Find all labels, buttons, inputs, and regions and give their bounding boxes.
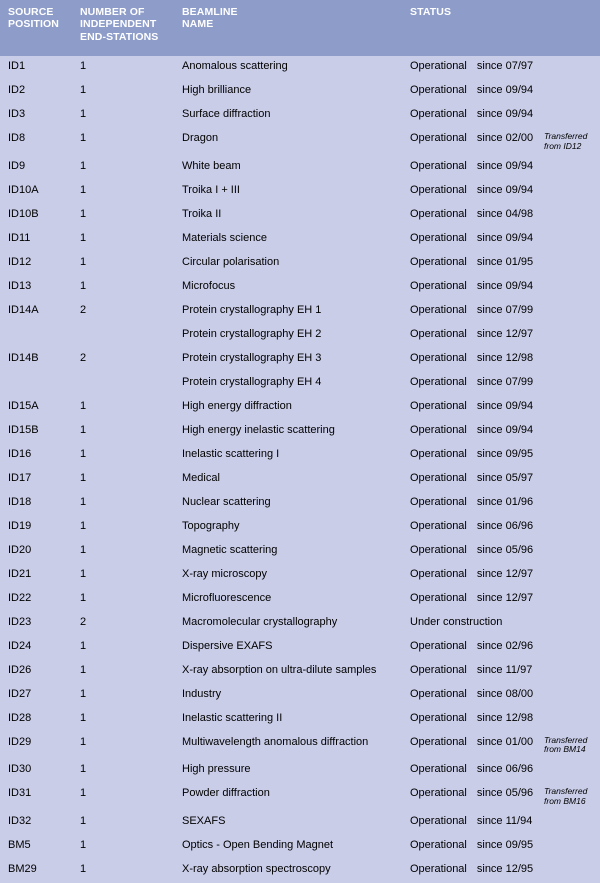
status-label: Operational xyxy=(410,814,467,827)
cell-transfer-note xyxy=(542,732,600,760)
cell-source-position: ID26 xyxy=(0,660,72,684)
column-header-status-label: STATUS xyxy=(410,6,452,18)
cell-beamline-name: High pressure xyxy=(174,759,402,783)
status-since-date: since 05/97 xyxy=(476,471,534,484)
column-header-source-line1: SOURCE xyxy=(8,6,54,18)
status-since-date: since 09/94 xyxy=(476,279,534,292)
cell-beamline-name: Nuclear scattering xyxy=(174,492,402,516)
cell-transfer-note xyxy=(542,859,600,883)
status-since-date: since 09/95 xyxy=(476,447,534,460)
table-body xyxy=(0,56,600,883)
cell-end-stations: 1 xyxy=(72,156,174,180)
status-since-date: since 06/96 xyxy=(476,519,534,532)
cell-transfer-note xyxy=(542,684,600,708)
cell-status xyxy=(402,252,542,276)
cell-end-stations: 1 xyxy=(72,396,174,420)
column-header-source-position xyxy=(0,0,72,56)
cell-transfer-note xyxy=(542,104,600,128)
status-label: Operational xyxy=(410,399,467,412)
cell-end-stations: 1 xyxy=(72,468,174,492)
cell-transfer-note xyxy=(542,588,600,612)
cell-beamline-name: Medical xyxy=(174,468,402,492)
cell-status xyxy=(402,204,542,228)
status-label: Operational xyxy=(410,591,467,604)
cell-beamline-name: Multiwavelength anomalous diffraction xyxy=(174,732,402,760)
table-row xyxy=(0,396,600,420)
cell-status xyxy=(402,80,542,104)
status-since-date: since 12/97 xyxy=(476,567,534,580)
cell-status xyxy=(402,835,542,859)
table-row xyxy=(0,859,600,883)
cell-transfer-note xyxy=(542,348,600,372)
cell-end-stations: 1 xyxy=(72,492,174,516)
cell-transfer-note xyxy=(542,783,600,811)
cell-source-position: ID12 xyxy=(0,252,72,276)
cell-source-position xyxy=(0,324,72,348)
cell-transfer-note xyxy=(542,660,600,684)
status-since-date: since 01/95 xyxy=(476,255,534,268)
table-row xyxy=(0,372,600,396)
status-since-date: since 09/95 xyxy=(476,838,534,851)
cell-end-stations: 1 xyxy=(72,104,174,128)
note-line-1: Transferred xyxy=(544,734,588,745)
cell-end-stations: 1 xyxy=(72,228,174,252)
cell-end-stations: 1 xyxy=(72,783,174,811)
table-row xyxy=(0,783,600,811)
cell-source-position: ID17 xyxy=(0,468,72,492)
cell-source-position: ID13 xyxy=(0,276,72,300)
status-label: Operational xyxy=(410,639,467,652)
cell-beamline-name: Anomalous scattering xyxy=(174,56,402,80)
status-label: Operational xyxy=(410,711,467,724)
cell-transfer-note xyxy=(542,492,600,516)
cell-end-stations: 1 xyxy=(72,252,174,276)
cell-beamline-name: Microfluorescence xyxy=(174,588,402,612)
status-since-date: since 12/97 xyxy=(476,591,534,604)
table-row xyxy=(0,276,600,300)
status-label: Operational xyxy=(410,447,467,460)
cell-beamline-name: Circular polarisation xyxy=(174,252,402,276)
status-label: Operational xyxy=(410,519,467,532)
column-header-note xyxy=(542,0,600,56)
status-label: Operational xyxy=(410,543,467,556)
cell-source-position: ID23 xyxy=(0,612,72,636)
cell-source-position: ID3 xyxy=(0,104,72,128)
cell-beamline-name: Magnetic scattering xyxy=(174,540,402,564)
status-since-date: since 12/98 xyxy=(476,351,534,364)
table-row xyxy=(0,540,600,564)
cell-transfer-note xyxy=(542,420,600,444)
cell-transfer-note xyxy=(542,540,600,564)
cell-end-stations: 1 xyxy=(72,128,174,156)
cell-status xyxy=(402,612,542,636)
cell-beamline-name: Protein crystallography EH 4 xyxy=(174,372,402,396)
cell-transfer-note xyxy=(542,612,600,636)
status-label: Operational xyxy=(410,495,467,508)
cell-status xyxy=(402,564,542,588)
status-label: Operational xyxy=(410,327,467,340)
status-since-date: since 01/00 xyxy=(476,735,534,748)
cell-beamline-name: Dispersive EXAFS xyxy=(174,636,402,660)
table-row xyxy=(0,660,600,684)
cell-transfer-note xyxy=(542,228,600,252)
status-since-date: since 07/99 xyxy=(476,375,534,388)
status-since-date: since 01/96 xyxy=(476,495,534,508)
cell-status xyxy=(402,660,542,684)
cell-transfer-note xyxy=(542,636,600,660)
cell-end-stations: 1 xyxy=(72,540,174,564)
cell-source-position: BM5 xyxy=(0,835,72,859)
cell-beamline-name: Materials science xyxy=(174,228,402,252)
note-line-2: from BM14 xyxy=(544,744,586,755)
cell-transfer-note xyxy=(542,128,600,156)
cell-source-position: ID14A xyxy=(0,300,72,324)
status-label: Under construction xyxy=(410,615,503,628)
cell-end-stations: 1 xyxy=(72,684,174,708)
status-label: Operational xyxy=(410,375,467,388)
cell-end-stations: 1 xyxy=(72,420,174,444)
cell-status xyxy=(402,324,542,348)
cell-source-position: ID20 xyxy=(0,540,72,564)
cell-status xyxy=(402,636,542,660)
cell-status xyxy=(402,372,542,396)
status-label: Operational xyxy=(410,255,467,268)
cell-status xyxy=(402,708,542,732)
cell-beamline-name: High energy inelastic scattering xyxy=(174,420,402,444)
cell-beamline-name: White beam xyxy=(174,156,402,180)
table-header xyxy=(0,0,600,56)
cell-status xyxy=(402,468,542,492)
table-row xyxy=(0,324,600,348)
column-header-stations-line3: END-STATIONS xyxy=(80,30,159,43)
note-line-2: from ID12 xyxy=(544,140,582,151)
status-label: Operational xyxy=(410,787,467,800)
status-label: Operational xyxy=(410,132,467,144)
status-label: Operational xyxy=(410,862,467,875)
cell-beamline-name: Troika I + III xyxy=(174,180,402,204)
cell-status xyxy=(402,228,542,252)
status-label: Operational xyxy=(410,84,467,96)
cell-source-position: ID11 xyxy=(0,228,72,252)
table-row xyxy=(0,468,600,492)
cell-transfer-note xyxy=(542,759,600,783)
cell-status xyxy=(402,684,542,708)
cell-source-position: ID27 xyxy=(0,684,72,708)
cell-beamline-name: High brilliance xyxy=(174,80,402,104)
table-row xyxy=(0,128,600,156)
cell-transfer-note xyxy=(542,372,600,396)
cell-beamline-name: Microfocus xyxy=(174,276,402,300)
cell-end-stations: 1 xyxy=(72,516,174,540)
cell-end-stations: 1 xyxy=(72,660,174,684)
cell-transfer-note xyxy=(542,56,600,80)
status-label: Operational xyxy=(410,183,467,196)
cell-end-stations xyxy=(72,372,174,396)
cell-end-stations: 2 xyxy=(72,348,174,372)
table-row xyxy=(0,56,600,80)
cell-source-position: ID32 xyxy=(0,811,72,835)
table-row xyxy=(0,636,600,660)
status-label: Operational xyxy=(410,303,467,316)
table-row xyxy=(0,492,600,516)
cell-status xyxy=(402,492,542,516)
cell-end-stations: 1 xyxy=(72,759,174,783)
column-header-stations-line1: NUMBER OF xyxy=(80,6,145,18)
column-header-name-line1: BEAMLINE xyxy=(182,6,238,18)
cell-end-stations: 1 xyxy=(72,180,174,204)
cell-transfer-note xyxy=(542,252,600,276)
table-row xyxy=(0,300,600,324)
status-since-date: since 09/94 xyxy=(476,423,534,436)
cell-transfer-note xyxy=(542,204,600,228)
cell-end-stations: 1 xyxy=(72,56,174,80)
status-since-date: since 09/94 xyxy=(476,399,534,412)
cell-end-stations: 2 xyxy=(72,612,174,636)
cell-source-position: ID2 xyxy=(0,80,72,104)
column-header-source-line2: POSITION xyxy=(8,18,59,31)
cell-status xyxy=(402,396,542,420)
table-row xyxy=(0,732,600,760)
table-row xyxy=(0,156,600,180)
cell-transfer-note xyxy=(542,708,600,732)
cell-beamline-name: X-ray microscopy xyxy=(174,564,402,588)
cell-source-position: ID21 xyxy=(0,564,72,588)
status-since-date: since 12/95 xyxy=(476,862,534,875)
status-since-date: since 09/94 xyxy=(476,108,534,120)
cell-end-stations: 1 xyxy=(72,811,174,835)
cell-transfer-note xyxy=(542,324,600,348)
status-since-date: since 12/97 xyxy=(476,327,534,340)
cell-status xyxy=(402,811,542,835)
cell-beamline-name: Dragon xyxy=(174,128,402,156)
column-header-stations-line2: INDEPENDENT xyxy=(80,18,157,31)
status-label: Operational xyxy=(410,351,467,364)
table-row xyxy=(0,204,600,228)
cell-end-stations: 1 xyxy=(72,444,174,468)
cell-source-position: ID30 xyxy=(0,759,72,783)
status-label: Operational xyxy=(410,687,467,700)
cell-end-stations: 1 xyxy=(72,588,174,612)
cell-transfer-note xyxy=(542,811,600,835)
cell-source-position: ID9 xyxy=(0,156,72,180)
table-row xyxy=(0,516,600,540)
table-row xyxy=(0,180,600,204)
cell-source-position: ID8 xyxy=(0,128,72,156)
cell-end-stations: 1 xyxy=(72,80,174,104)
cell-status xyxy=(402,540,542,564)
cell-transfer-note xyxy=(542,276,600,300)
cell-source-position: ID1 xyxy=(0,56,72,80)
status-label: Operational xyxy=(410,735,467,748)
note-line-1: Transferred xyxy=(544,131,588,141)
cell-end-stations: 2 xyxy=(72,300,174,324)
column-header-end-stations xyxy=(72,0,174,56)
cell-source-position xyxy=(0,372,72,396)
cell-source-position: ID15B xyxy=(0,420,72,444)
table-row xyxy=(0,104,600,128)
status-label: Operational xyxy=(410,60,467,72)
status-since-date: since 02/96 xyxy=(476,639,534,652)
status-since-date: since 07/99 xyxy=(476,303,534,316)
cell-source-position: ID15A xyxy=(0,396,72,420)
cell-status xyxy=(402,180,542,204)
table-row xyxy=(0,835,600,859)
cell-transfer-note xyxy=(542,564,600,588)
column-header-status xyxy=(402,0,542,56)
cell-beamline-name: Surface diffraction xyxy=(174,104,402,128)
status-since-date: since 07/97 xyxy=(476,60,534,72)
table-row xyxy=(0,444,600,468)
cell-beamline-name: Protein crystallography EH 3 xyxy=(174,348,402,372)
cell-beamline-name: Protein crystallography EH 2 xyxy=(174,324,402,348)
cell-end-stations: 1 xyxy=(72,708,174,732)
status-label: Operational xyxy=(410,207,467,220)
cell-end-stations: 1 xyxy=(72,636,174,660)
cell-source-position: ID14B xyxy=(0,348,72,372)
cell-source-position: ID10B xyxy=(0,204,72,228)
cell-transfer-note xyxy=(542,156,600,180)
cell-status xyxy=(402,588,542,612)
table-row xyxy=(0,612,600,636)
status-label: Operational xyxy=(410,663,467,676)
cell-status xyxy=(402,759,542,783)
status-since-date: since 05/96 xyxy=(476,543,534,556)
cell-transfer-note xyxy=(542,396,600,420)
cell-status xyxy=(402,732,542,760)
status-since-date: since 11/94 xyxy=(476,814,533,827)
cell-end-stations: 1 xyxy=(72,276,174,300)
cell-source-position: ID29 xyxy=(0,732,72,760)
cell-beamline-name: Troika II xyxy=(174,204,402,228)
column-header-name-line2: NAME xyxy=(182,18,214,31)
cell-transfer-note xyxy=(542,516,600,540)
cell-beamline-name: SEXAFS xyxy=(174,811,402,835)
cell-end-stations: 1 xyxy=(72,732,174,760)
status-label: Operational xyxy=(410,567,467,580)
cell-beamline-name: Macromolecular crystallography xyxy=(174,612,402,636)
table-row xyxy=(0,420,600,444)
cell-status xyxy=(402,300,542,324)
cell-transfer-note xyxy=(542,180,600,204)
cell-source-position: ID16 xyxy=(0,444,72,468)
status-since-date: since 12/98 xyxy=(476,711,534,724)
table-row xyxy=(0,228,600,252)
table-row xyxy=(0,348,600,372)
table-row xyxy=(0,252,600,276)
cell-beamline-name: Inelastic scattering I xyxy=(174,444,402,468)
cell-end-stations: 1 xyxy=(72,859,174,883)
cell-transfer-note xyxy=(542,468,600,492)
cell-status xyxy=(402,56,542,80)
cell-end-stations xyxy=(72,324,174,348)
status-label: Operational xyxy=(410,838,467,851)
status-since-date: since 08/00 xyxy=(476,687,534,700)
cell-transfer-note xyxy=(542,80,600,104)
status-label: Operational xyxy=(410,108,467,120)
cell-source-position: ID10A xyxy=(0,180,72,204)
status-since-date: since 04/98 xyxy=(476,207,534,220)
status-label: Operational xyxy=(410,423,467,436)
cell-source-position: ID28 xyxy=(0,708,72,732)
cell-beamline-name: Optics - Open Bending Magnet xyxy=(174,835,402,859)
cell-status xyxy=(402,859,542,883)
cell-status xyxy=(402,783,542,811)
status-since-date: since 09/94 xyxy=(476,231,534,244)
cell-beamline-name: Powder diffraction xyxy=(174,783,402,811)
cell-beamline-name: Topography xyxy=(174,516,402,540)
status-label: Operational xyxy=(410,279,467,292)
cell-source-position: ID22 xyxy=(0,588,72,612)
table-row xyxy=(0,759,600,783)
table-row xyxy=(0,684,600,708)
cell-end-stations: 1 xyxy=(72,564,174,588)
cell-status xyxy=(402,420,542,444)
table-row xyxy=(0,564,600,588)
cell-status xyxy=(402,348,542,372)
cell-status xyxy=(402,444,542,468)
status-label: Operational xyxy=(410,471,467,484)
cell-beamline-name: X-ray absorption on ultra-dilute samples xyxy=(174,660,402,684)
cell-beamline-name: Industry xyxy=(174,684,402,708)
cell-transfer-note xyxy=(542,300,600,324)
cell-beamline-name: High energy diffraction xyxy=(174,396,402,420)
cell-source-position: ID31 xyxy=(0,783,72,811)
table-row xyxy=(0,588,600,612)
cell-source-position: ID18 xyxy=(0,492,72,516)
cell-status xyxy=(402,516,542,540)
status-since-date: since 05/96 xyxy=(476,787,534,800)
cell-end-stations: 1 xyxy=(72,204,174,228)
cell-transfer-note xyxy=(542,444,600,468)
cell-status xyxy=(402,276,542,300)
note-line-1: Transferred xyxy=(544,786,588,797)
table-row xyxy=(0,811,600,835)
cell-source-position: ID24 xyxy=(0,636,72,660)
status-since-date: since 09/94 xyxy=(476,159,534,172)
cell-transfer-note xyxy=(542,835,600,859)
status-label: Operational xyxy=(410,763,467,776)
column-header-beamline-name xyxy=(174,0,402,56)
cell-beamline-name: X-ray absorption spectroscopy xyxy=(174,859,402,883)
status-label: Operational xyxy=(410,159,467,172)
cell-source-position: BM29 xyxy=(0,859,72,883)
table-header-row xyxy=(0,0,600,56)
table-row xyxy=(0,80,600,104)
cell-status xyxy=(402,156,542,180)
table-row xyxy=(0,708,600,732)
note-line-2: from BM16 xyxy=(544,795,586,806)
cell-beamline-name: Inelastic scattering II xyxy=(174,708,402,732)
cell-source-position: ID19 xyxy=(0,516,72,540)
cell-beamline-name: Protein crystallography EH 1 xyxy=(174,300,402,324)
cell-end-stations: 1 xyxy=(72,835,174,859)
cell-status xyxy=(402,128,542,156)
status-since-date: since 09/94 xyxy=(476,84,534,96)
status-since-date: since 09/94 xyxy=(476,183,534,196)
status-since-date: since 02/00 xyxy=(476,132,534,144)
cell-status xyxy=(402,104,542,128)
status-since-date: since 06/96 xyxy=(476,763,534,776)
status-since-date: since 11/97 xyxy=(476,663,533,676)
status-label: Operational xyxy=(410,231,467,244)
